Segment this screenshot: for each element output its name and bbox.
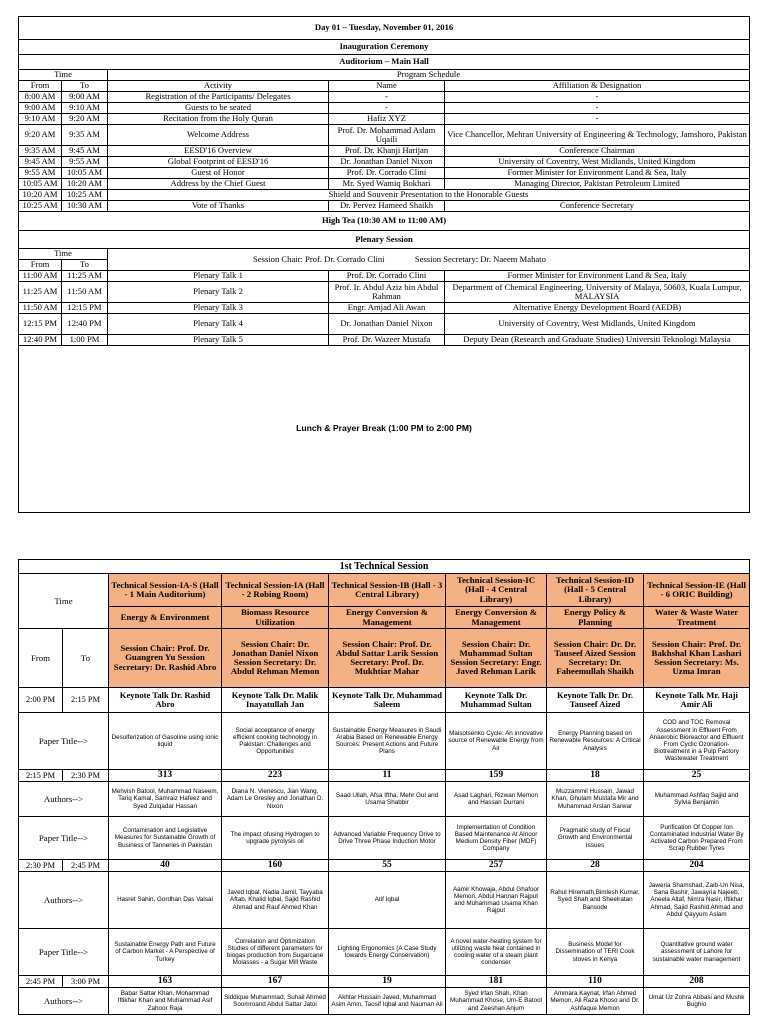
affiliation-cell: University of Coventry, West Midlands, United Kingdom: [445, 157, 750, 168]
from-cell: 9:00 AM: [19, 103, 62, 114]
to-header: To: [62, 81, 108, 92]
to-cell: 11:25 AM: [62, 271, 108, 282]
authors-label: Authors-->: [19, 988, 109, 1015]
activity-cell: Recitation from the Holy Quran: [108, 114, 329, 125]
technical-session-table: [18, 559, 750, 1015]
to-cell: 12:40 PM: [62, 314, 108, 335]
name-cell: Engr. Amjad Ali Awan: [329, 303, 445, 314]
paper-id: 40: [109, 860, 222, 872]
paper-id: 11: [329, 770, 446, 782]
paper-authors: Siddique Muhammad, Suhail Ahmed Soomroand Abdul Sattar Jatoi: [222, 988, 329, 1015]
table-row: [19, 157, 750, 168]
plenary-chair: Session Chair: Prof. Dr. Corrado Clini: [253, 253, 385, 264]
to-cell: 10:25 AM: [62, 190, 108, 201]
paper-id: 204: [644, 860, 750, 872]
paper-title: Quantitative ground water assessment of Lahore for sustainable water management: [644, 929, 750, 976]
activity-cell: Registration of the Participants/ Delegates: [108, 92, 329, 103]
paper-authors: Atif Iqbal: [329, 872, 446, 929]
paper-id: 167: [222, 976, 329, 988]
to-cell: 9:55 AM: [62, 157, 108, 168]
table-row: [19, 179, 750, 190]
slot-from: 2:30 PM: [19, 860, 63, 872]
paper-id: 257: [446, 860, 547, 872]
affiliation-cell: Former Minister for Environment Land & Sea, Italy: [445, 271, 750, 282]
slot-from: 2:45 PM: [19, 976, 63, 988]
from-cell: 10:20 AM: [19, 190, 62, 201]
name-cell: Prof. Dr. Mohammad Aslam Uqaili: [329, 125, 445, 146]
paper-title: Social acceptance of energy efficient cooking technology in Pakistan: Challenges and Opportunities: [222, 713, 329, 770]
slot-to: 2:45 PM: [63, 860, 109, 872]
affiliation-cell: Conference Chairman: [445, 146, 750, 157]
session-chair: Session Chair: Dr. Dr. Tauseef Aized Session Secretary: Dr. Faheemullah Shaikh: [547, 629, 644, 688]
paper-authors: Mehvish Batool, Muhammad Naseem, Tariq Kamal, Samraiz Hafeez and Syed Zulqadar Hassan: [109, 782, 222, 817]
keynote-talk: Keynote Talk Dr. Dr. Tauseef Aized: [547, 688, 644, 713]
from-cell: 10:05 AM: [19, 179, 62, 190]
paper-authors: Ammara Kaynat, Irfan Ahmed Memon, Ali Raza Khoso and Dr. Ashfaque Memon: [547, 988, 644, 1015]
plenary-title: Plenary Session: [19, 231, 750, 249]
program-header: Program Schedule: [108, 70, 750, 81]
lunch-break-banner: Lunch & Prayer Break (1:00 PM to 2:00 PM): [19, 346, 750, 513]
time-header: Time: [19, 249, 108, 260]
paper-title: Desulferization of Gasoline using ionic liquid: [109, 713, 222, 770]
ceremony-title: Inauguration Ceremony: [19, 40, 750, 55]
activity-cell: EESD'16 Overview: [108, 146, 329, 157]
affiliation-cell: Vice Chancellor, Mehran University of Engineering & Technology, Jamshoro, Pakistan: [445, 125, 750, 146]
table-row: [19, 201, 750, 212]
from-cell: 11:25 AM: [19, 282, 62, 303]
paper-authors: Asad Laghari, Rizwan Memon and Hassan Durrani: [446, 782, 547, 817]
to-cell: 9:45 AM: [62, 146, 108, 157]
name-cell: Dr. Jonathan Daniel Nixon: [329, 157, 445, 168]
paper-authors: Umat Uz Zohra Abbasi and Mushk Bughio: [644, 988, 750, 1015]
paper-title: Sustainable Energy Measures in Saudi Arabia Based on Renewable Energy Sources: Present Actions and Future Plans: [329, 713, 446, 770]
session-chair: Session Chair: Prof. Dr. Guangren Yu Session Secretary: Dr. Rashid Abro: [109, 629, 222, 688]
day-title: Day 01 – Tuesday, November 01, 2016: [19, 17, 750, 40]
session-name: Technical Session-IA-S (Hall - 1 Main Auditorium): [109, 574, 222, 607]
name-cell: Mr. Syed Wamiq Bokhari: [329, 179, 445, 190]
from-cell: 9:20 AM: [19, 125, 62, 146]
paper-id: 313: [109, 770, 222, 782]
session-topic: Biomass Resource Utilization: [222, 607, 329, 629]
paper-authors: Jaweria Shamshad, Zaib-Un Nisa, Sana Bashir, Jawayria Najeeb, Aneela Altaf, Nimra Nasir, Iftikhar Ahmad, Sajid Rashid Ahmad and Abdul Qayyum Aslam: [644, 872, 750, 929]
name-cell: -: [329, 103, 445, 114]
paper-title: Sustainable Energy Path and Future of Carbon Market - A Perspective of Turkey: [109, 929, 222, 976]
activity-cell: Plenary Talk 2: [108, 282, 329, 303]
paper-title: A novel water-heating system for utilizing waste heat contained in cooling water of a steam plant condenser: [446, 929, 547, 976]
session-name: Technical Session-IA (Hall - 2 Robing Room): [222, 574, 329, 607]
paper-authors: Babar Sattar Khan, Mohammad Iftikhar Khan and Muhammad Asif Zahoor Raja: [109, 988, 222, 1015]
session-chair: Session Chair: Prof. Dr. Abdul Sattar Larik Session Secretary: Prof. Dr. Mukhtiar Mahar: [329, 629, 446, 688]
authors-label: Authors-->: [19, 872, 109, 929]
plenary-chair-row: [108, 249, 750, 271]
high-tea-banner: High Tea (10:30 AM to 11:00 AM): [19, 212, 750, 231]
to-header: To: [62, 260, 108, 271]
affiliation-cell: University of Coventry, West Midlands, United Kingdom: [445, 314, 750, 335]
paper-title: Energy Planning based on Renewable Resources: A Critical Analysis: [547, 713, 644, 770]
table-row: [19, 146, 750, 157]
paper-id: 28: [547, 860, 644, 872]
keynote-talk: Keynote Talk Dr. Muhammad Saleem: [329, 688, 446, 713]
keynote-talk: Keynote Talk Dr. Malik Inayatullah Jan: [222, 688, 329, 713]
activity-header: Activity: [108, 81, 329, 92]
name-cell: Prof. Dr. Corrado Clini: [329, 168, 445, 179]
affiliation-cell: Conference Secretary: [445, 201, 750, 212]
technical-session-title: 1st Technical Session: [19, 560, 750, 574]
keynote-talk: Keynote Talk Dr. Muhammad Sultan: [446, 688, 547, 713]
session-chair: Session Chair: Prof. Dr. Bakhshal Khan Lashari Session Secretary: Ms. Uzma Imran: [644, 629, 750, 688]
paper-authors: Javed Iqbal, Nadia Jamil, Tayyaba Aftab, Khalid Iqbal, Sajid Rashid Ahmad and Rauf Ahmed Khan: [222, 872, 329, 929]
session-topic: Energy Policy & Planning: [547, 607, 644, 629]
activity-cell: Plenary Talk 3: [108, 303, 329, 314]
plenary-secretary: Session Secretary: Dr. Naeem Mahato: [414, 253, 546, 264]
from-header: From: [19, 629, 63, 688]
keynote-from: 2:00 PM: [19, 688, 63, 713]
time-header: Time: [19, 574, 109, 629]
venue-title: Auditorium – Main Hall: [19, 55, 750, 70]
paper-title: COD and TOC Removal Assessment in Effluent From Anaerobic Bioreactor and Effluent From Cyclic Ozonation-Biotreatment in a Pulp Factory Wastewater Treatment: [644, 713, 750, 770]
affiliation-cell: Former Minister for Environment Land & Sea, Italy: [445, 168, 750, 179]
activity-cell: Plenary Talk 5: [108, 335, 329, 346]
authors-label: Authors-->: [19, 782, 109, 817]
activity-cell: Plenary Talk 1: [108, 271, 329, 282]
affiliation-cell: -: [445, 92, 750, 103]
paper-id: 25: [644, 770, 750, 782]
slot-to: 3:00 PM: [63, 976, 109, 988]
paper-title-label: Paper Title-->: [19, 713, 109, 770]
paper-id: 208: [644, 976, 750, 988]
name-cell: Prof. Dr. Khanji Harijan: [329, 146, 445, 157]
table-row: [19, 114, 750, 125]
from-cell: 9:55 AM: [19, 168, 62, 179]
name-header: Name: [329, 81, 445, 92]
name-cell: Hafiz XYZ: [329, 114, 445, 125]
slot-to: 2:30 PM: [63, 770, 109, 782]
paper-authors: Muzzammil Hussain, Jawad Khan, Ghulam Mustafa Mir and Muhammad Arslan Sarwar: [547, 782, 644, 817]
paper-id: 18: [547, 770, 644, 782]
session-topic: Energy Conversion & Management: [329, 607, 446, 629]
paper-title: Advanced Variable Frequency Drive to Drive Three Phase Induction Motor: [329, 817, 446, 860]
paper-title-label: Paper Title-->: [19, 929, 109, 976]
paper-title: The impact ofusing Hydrogen to upgrade pyrolysis oil: [222, 817, 329, 860]
paper-id: 110: [547, 976, 644, 988]
table-row: [19, 92, 750, 103]
from-cell: 10:25 AM: [19, 201, 62, 212]
activity-cell: Guest of Honor: [108, 168, 329, 179]
activity-cell: Guests to be seated: [108, 103, 329, 114]
paper-title: Pragmatic study of Fiscal Growth and Environmental Issues: [547, 817, 644, 860]
from-cell: 8:00 AM: [19, 92, 62, 103]
paper-id: 160: [222, 860, 329, 872]
paper-title: Business Model for Dissemination of TERI Cook stoves in Kenya: [547, 929, 644, 976]
paper-id: 181: [446, 976, 547, 988]
to-header: To: [63, 629, 109, 688]
paper-authors: Rahul Hiremath,Bimlesh Kumar, Syed Shah and Sheelratan Bansode: [547, 872, 644, 929]
from-cell: 9:45 AM: [19, 157, 62, 168]
affiliation-cell: -: [445, 114, 750, 125]
affiliation-cell: -: [445, 103, 750, 114]
to-cell: 1:00 PM: [62, 335, 108, 346]
table-row: [19, 190, 750, 201]
table-row: [19, 103, 750, 114]
table-row: [19, 303, 750, 314]
paper-title: Lighting Ergonomics (A Case Study towards Energy Conservation): [329, 929, 446, 976]
paper-authors: Muhammad Ashfaq Sajjid and Sylvia Benjamin: [644, 782, 750, 817]
to-cell: 10:05 AM: [62, 168, 108, 179]
affiliation-cell: Managing Director, Pakistan Petroleum Limited: [445, 179, 750, 190]
paper-title: Correlation and Optimization Studies of different parameters for biogas production from Sugarcane Molasses - a Sugar Mill Waste: [222, 929, 329, 976]
to-cell: 10:20 AM: [62, 179, 108, 190]
to-cell: 9:20 AM: [62, 114, 108, 125]
session-name: Technical Session-IE (Hall - 6 ORIC Building): [644, 574, 750, 607]
paper-id: 163: [109, 976, 222, 988]
from-header: From: [19, 260, 62, 271]
affiliation-cell: Deputy Dean (Research and Graduate Studies) Universiti Teknologi Malaysia: [445, 335, 750, 346]
table-row: [19, 125, 750, 146]
time-header: Time: [19, 70, 108, 81]
session-name: Technical Session-ID (Hall - 5 Central Library): [547, 574, 644, 607]
activity-cell: Vote of Thanks: [108, 201, 329, 212]
paper-id: 19: [329, 976, 446, 988]
affiliation-header: Affiliation & Designation: [445, 81, 750, 92]
affiliation-cell: Alternative Energy Development Board (AEDB): [445, 303, 750, 314]
to-cell: 9:35 AM: [62, 125, 108, 146]
activity-cell: Plenary Talk 4: [108, 314, 329, 335]
from-cell: 9:35 AM: [19, 146, 62, 157]
session-topic: Energy Conversion & Management: [446, 607, 547, 629]
activity-cell: Global Footprint of EESD'16: [108, 157, 329, 168]
session-chair: Session Chair: Dr. Muhammad Sultan Session Secretary: Engr. Javed Rehman Larik: [446, 629, 547, 688]
paper-title: Purification Of Copper Ion Contaminated Industrial Water By Activated Carbon Prepared From Scrap Rubber Tyres: [644, 817, 750, 860]
paper-title-label: Paper Title-->: [19, 817, 109, 860]
from-header: From: [19, 81, 62, 92]
to-cell: 12:15 PM: [62, 303, 108, 314]
keynote-talk: Keynote Talk Mr. Haji Amir Ali: [644, 688, 750, 713]
from-cell: 11:50 AM: [19, 303, 62, 314]
from-cell: 9:10 AM: [19, 114, 62, 125]
session-topic: Energy & Environment: [109, 607, 222, 629]
activity-cell: Address by the Chief Guest: [108, 179, 329, 190]
table-row: [19, 282, 750, 303]
from-cell: 12:40 PM: [19, 335, 62, 346]
table-row: [19, 168, 750, 179]
paper-authors: Akhtar Hussain Javed, Muhammad Asim Amin, Taosif Iqbal and Nauman Ali: [329, 988, 446, 1015]
table-row: [19, 335, 750, 346]
to-cell: 9:10 AM: [62, 103, 108, 114]
paper-authors: Aamir Khowaja, Abdul Ghafoor Memon, Abdul Hannan Rajput and Muhammad Usama Khan Rajput: [446, 872, 547, 929]
name-cell: Dr. Jonathan Daniel Nixon: [329, 314, 445, 335]
shield-presentation-cell: Shield and Souvenir Presentation to the Honorable Guests: [108, 190, 750, 201]
from-cell: 11:00 AM: [19, 271, 62, 282]
paper-id: 55: [329, 860, 446, 872]
keynote-to: 2:15 PM: [63, 688, 109, 713]
to-cell: 9:00 AM: [62, 92, 108, 103]
to-cell: 11:50 AM: [62, 282, 108, 303]
name-cell: Prof. Dr. Corrado Clini: [329, 271, 445, 282]
paper-title: Maisotsenko Cycle: An innovative source of Renewable Energy from Air: [446, 713, 547, 770]
paper-authors: Diana N. Vienescu, Jian Wang, Adam Le Gresley and Jonathan D. Nixon: [222, 782, 329, 817]
activity-cell: Welcome Address: [108, 125, 329, 146]
to-cell: 10:30 AM: [62, 201, 108, 212]
paper-authors: Syed Irfan Shah, Khan Muhammad Khose, Um-E Batool and Zeeshan Anjum: [446, 988, 547, 1015]
affiliation-cell: Department of Chemical Engineering, University of Malaya, 50603, Kuala Lumpur, MALAYSIA: [445, 282, 750, 303]
paper-authors: Saad Ullah, Afsa Iftha, Mehr Gul and Usama Shabbir: [329, 782, 446, 817]
table-row: [19, 271, 750, 282]
name-cell: Prof. Dr. Wazeer Mustafa: [329, 335, 445, 346]
name-cell: Prof. Ir. Abdul Aziz bin Abdul Rahman: [329, 282, 445, 303]
name-cell: Dr. Pervez Hameed Shaikh: [329, 201, 445, 212]
session-name: Technical Session-IB (Hall - 3 Central Library): [329, 574, 446, 607]
session-chair: Session Chair: Dr. Jonathan Daniel Nixon Session Secretary: Dr. Abdul Rehman Memon: [222, 629, 329, 688]
keynote-talk: Keynote Talk Dr. Rashid Abro: [109, 688, 222, 713]
name-cell: -: [329, 92, 445, 103]
paper-authors: Hasret Sahin, Gordhan Das Valsai: [109, 872, 222, 929]
paper-title: Contamination and Legislative Measures for Sustainable Growth of Business of Tanneries in Pakistan: [109, 817, 222, 860]
paper-id: 223: [222, 770, 329, 782]
table-row: [19, 314, 750, 335]
paper-id: 159: [446, 770, 547, 782]
paper-title: Implementation of Condition Based Maintenance At Alnoor Medium Density Fiber (MDF) Company: [446, 817, 547, 860]
from-cell: 12:15 PM: [19, 314, 62, 335]
session-name: Technical Session-IC (Hall - 4 Central Library): [446, 574, 547, 607]
day-schedule-table: [18, 16, 750, 513]
session-topic: Water & Waste Water Treatment: [644, 607, 750, 629]
slot-from: 2:15 PM: [19, 770, 63, 782]
